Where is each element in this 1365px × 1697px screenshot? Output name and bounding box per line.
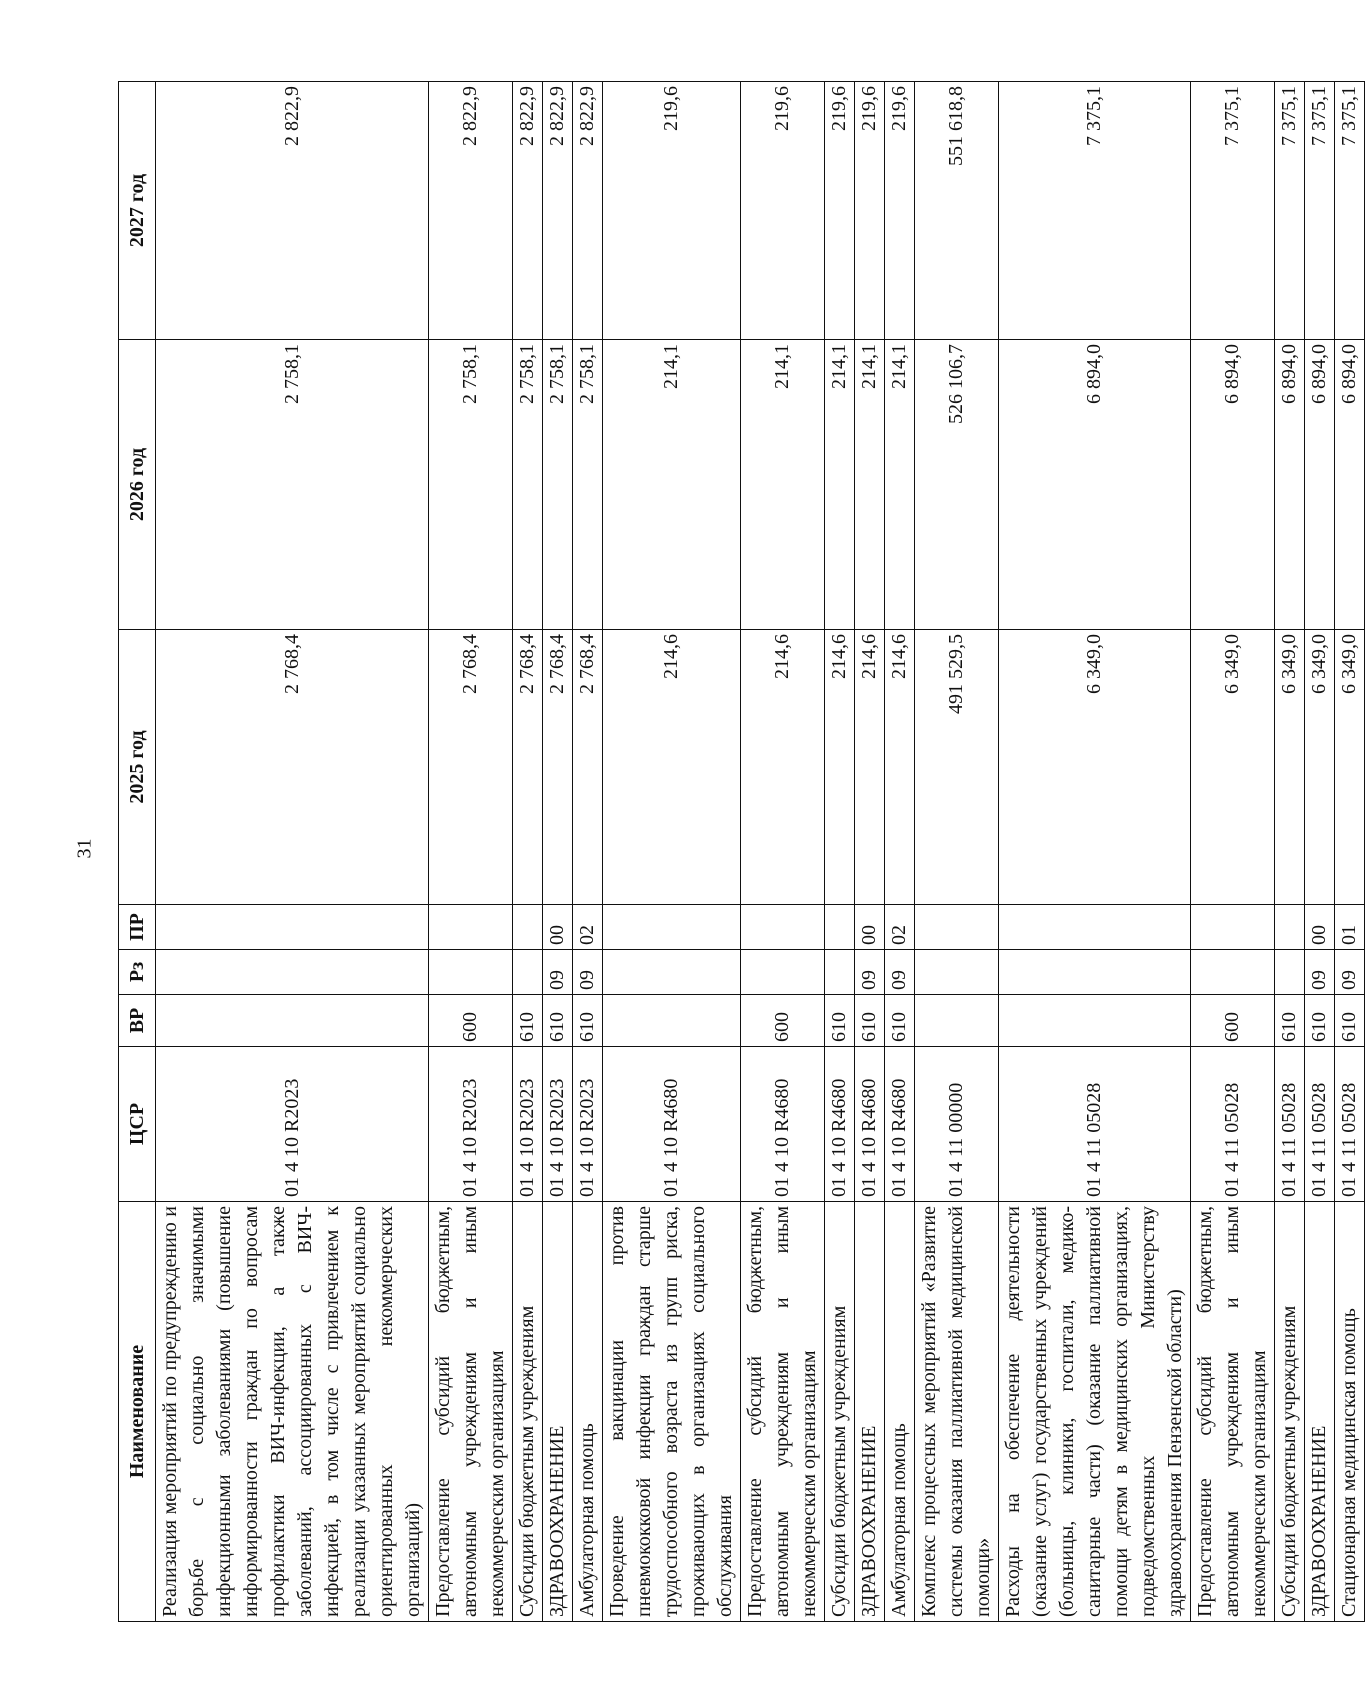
cell-2027: 219,6 — [825, 82, 855, 340]
cell-2026: 6 894,0 — [1335, 340, 1365, 630]
cell-rz: 09 — [573, 950, 603, 995]
table-row — [1275, 82, 1305, 1622]
cell-2027: 219,6 — [885, 82, 915, 340]
cell-pr — [915, 905, 999, 950]
cell-pr: 00 — [543, 905, 573, 950]
cell-csr: 01 4 10 R2023 — [573, 1047, 603, 1202]
cell-2026: 214,1 — [741, 340, 825, 630]
cell-csr: 01 4 10 R4680 — [855, 1047, 885, 1202]
cell-csr: 01 4 10 R2023 — [513, 1047, 543, 1202]
cell-2026: 2 758,1 — [429, 340, 513, 630]
cell-rz — [825, 950, 855, 995]
cell-vr: 610 — [1335, 995, 1365, 1047]
cell-vr: 610 — [513, 995, 543, 1047]
cell-2026: 214,1 — [603, 340, 741, 630]
header-2025: 2025 год — [119, 630, 156, 905]
cell-pr — [1191, 905, 1275, 950]
cell-name: Стационарная медицинская помощь — [1335, 1202, 1365, 1622]
cell-pr — [603, 905, 741, 950]
cell-rz — [156, 950, 429, 995]
cell-2025: 214,6 — [885, 630, 915, 905]
cell-name: Амбулаторная помощь — [885, 1202, 915, 1622]
cell-rz — [1275, 950, 1305, 995]
header-csr: ЦСР — [119, 1047, 156, 1202]
cell-name: Амбулаторная помощь — [573, 1202, 603, 1622]
cell-2026: 2 758,1 — [573, 340, 603, 630]
cell-2025: 2 768,4 — [573, 630, 603, 905]
cell-2026: 6 894,0 — [1305, 340, 1335, 630]
cell-2026: 6 894,0 — [999, 340, 1191, 630]
header-vr: ВР — [119, 995, 156, 1047]
cell-2025: 6 349,0 — [999, 630, 1191, 905]
cell-2027: 7 375,1 — [999, 82, 1191, 340]
cell-name: Субсидии бюджетным учреждениям — [825, 1202, 855, 1622]
cell-2026: 2 758,1 — [513, 340, 543, 630]
cell-2025: 214,6 — [603, 630, 741, 905]
cell-2025: 214,6 — [855, 630, 885, 905]
cell-pr — [156, 905, 429, 950]
cell-2026: 6 894,0 — [1191, 340, 1275, 630]
cell-vr: 600 — [429, 995, 513, 1047]
cell-vr: 600 — [741, 995, 825, 1047]
cell-csr: 01 4 11 05028 — [1335, 1047, 1365, 1202]
cell-name: Комплекс процессных мероприятий «Развитие системы оказания паллиативной медицинской помощи» — [915, 1202, 999, 1622]
cell-2027: 2 822,9 — [429, 82, 513, 340]
table-row — [855, 82, 885, 1622]
cell-name: ЗДРАВООХРАНЕНИЕ — [1305, 1202, 1335, 1622]
cell-pr — [429, 905, 513, 950]
cell-csr: 01 4 10 R2023 — [429, 1047, 513, 1202]
cell-vr — [156, 995, 429, 1047]
cell-2025: 6 349,0 — [1191, 630, 1275, 905]
cell-csr: 01 4 10 R2023 — [156, 1047, 429, 1202]
cell-vr — [999, 995, 1191, 1047]
cell-2027: 7 375,1 — [1191, 82, 1275, 340]
cell-2025: 6 349,0 — [1275, 630, 1305, 905]
cell-rz: 09 — [1335, 950, 1365, 995]
cell-pr: 00 — [855, 905, 885, 950]
table-row — [573, 82, 603, 1622]
table-row — [603, 82, 741, 1622]
cell-2025: 2 768,4 — [543, 630, 573, 905]
cell-name: ЗДРАВООХРАНЕНИЕ — [543, 1202, 573, 1622]
cell-name: Предоставление субсидий бюджетным, автономным учреждениям и иным некоммерческим организациям — [429, 1202, 513, 1622]
cell-2027: 219,6 — [855, 82, 885, 340]
table-row — [1191, 82, 1275, 1622]
cell-2027: 219,6 — [741, 82, 825, 340]
cell-rz — [513, 950, 543, 995]
cell-2026: 214,1 — [855, 340, 885, 630]
cell-name: ЗДРАВООХРАНЕНИЕ — [855, 1202, 885, 1622]
cell-pr: 02 — [885, 905, 915, 950]
cell-rz: 09 — [1305, 950, 1335, 995]
cell-csr: 01 4 11 05028 — [1275, 1047, 1305, 1202]
table-row — [156, 82, 429, 1622]
cell-vr: 600 — [1191, 995, 1275, 1047]
table-row — [825, 82, 855, 1622]
cell-pr — [825, 905, 855, 950]
cell-2027: 2 822,9 — [573, 82, 603, 340]
cell-vr: 610 — [1275, 995, 1305, 1047]
cell-rz — [429, 950, 513, 995]
cell-pr: 01 — [1335, 905, 1365, 950]
cell-csr: 01 4 11 00000 — [915, 1047, 999, 1202]
cell-csr: 01 4 11 05028 — [1305, 1047, 1335, 1202]
cell-vr — [603, 995, 741, 1047]
cell-name: Субсидии бюджетным учреждениям — [1275, 1202, 1305, 1622]
table-body — [156, 82, 1365, 1622]
cell-csr: 01 4 11 05028 — [999, 1047, 1191, 1202]
cell-vr: 610 — [885, 995, 915, 1047]
cell-2027: 7 375,1 — [1305, 82, 1335, 340]
cell-2026: 2 758,1 — [543, 340, 573, 630]
cell-2026: 526 106,7 — [915, 340, 999, 630]
table-row — [741, 82, 825, 1622]
table-row — [915, 82, 999, 1622]
cell-2027: 7 375,1 — [1335, 82, 1365, 340]
cell-name: Предоставление субсидий бюджетным, автономным учреждениям и иным некоммерческим организациям — [741, 1202, 825, 1622]
cell-csr: 01 4 10 R4680 — [603, 1047, 741, 1202]
cell-name: Реализация мероприятий по предупреждению и борьбе с социально значимыми инфекционными заболеваниями (повышение информированности граждан по вопросам профилактики ВИЧ-инфекции, а также заболеваний, ассоциированных с ВИЧ-инфекцией, в том числе с привлечением к реализации указанных мероприятий социально ориентированных некоммерческих организаций) — [156, 1202, 429, 1622]
header-name: Наименование — [119, 1202, 156, 1622]
cell-name: Предоставление субсидий бюджетным, автономным учреждениям и иным некоммерческим организациям — [1191, 1202, 1275, 1622]
cell-name: Субсидии бюджетным учреждениям — [513, 1202, 543, 1622]
table-row — [513, 82, 543, 1622]
cell-pr — [513, 905, 543, 950]
cell-2025: 6 349,0 — [1335, 630, 1365, 905]
cell-2027: 219,6 — [603, 82, 741, 340]
cell-2025: 2 768,4 — [156, 630, 429, 905]
budget-table — [118, 81, 1365, 1622]
cell-2027: 7 375,1 — [1275, 82, 1305, 340]
table-row — [429, 82, 513, 1622]
header-2027: 2027 год — [119, 82, 156, 340]
cell-rz: 09 — [885, 950, 915, 995]
cell-vr: 610 — [543, 995, 573, 1047]
cell-csr: 01 4 10 R4680 — [885, 1047, 915, 1202]
cell-rz — [1191, 950, 1275, 995]
cell-csr: 01 4 10 R4680 — [825, 1047, 855, 1202]
cell-vr — [915, 995, 999, 1047]
cell-pr — [1275, 905, 1305, 950]
cell-name: Расходы на обеспечение деятельности (оказание услуг) государственных учреждений (больницы, клиники, госпитали, медико-санитарные части) (оказание паллиативной помощи детям в медицинских организациях, подведомственных Министерству здравоохранения Пензенской области) — [999, 1202, 1191, 1622]
cell-vr: 610 — [573, 995, 603, 1047]
cell-csr: 01 4 11 05028 — [1191, 1047, 1275, 1202]
cell-2026: 214,1 — [825, 340, 855, 630]
table-row — [1305, 82, 1335, 1622]
cell-2026: 214,1 — [885, 340, 915, 630]
cell-pr: 00 — [1305, 905, 1335, 950]
cell-2026: 6 894,0 — [1275, 340, 1305, 630]
cell-2025: 214,6 — [741, 630, 825, 905]
cell-2025: 2 768,4 — [429, 630, 513, 905]
table-row — [999, 82, 1191, 1622]
cell-csr: 01 4 10 R4680 — [741, 1047, 825, 1202]
table-row — [1335, 82, 1365, 1622]
header-2026: 2026 год — [119, 340, 156, 630]
cell-2027: 2 822,9 — [156, 82, 429, 340]
table-header-row — [119, 82, 156, 1622]
cell-rz: 09 — [543, 950, 573, 995]
table-row — [885, 82, 915, 1622]
cell-vr: 610 — [855, 995, 885, 1047]
cell-2027: 2 822,9 — [513, 82, 543, 340]
cell-2027: 2 822,9 — [543, 82, 573, 340]
header-pr: ПР — [119, 905, 156, 950]
cell-pr — [999, 905, 1191, 950]
cell-2027: 551 618,8 — [915, 82, 999, 340]
cell-rz: 09 — [855, 950, 885, 995]
page-number: 31 — [73, 838, 96, 859]
cell-rz — [915, 950, 999, 995]
cell-vr: 610 — [1305, 995, 1335, 1047]
header-rz: Рз — [119, 950, 156, 995]
cell-pr — [741, 905, 825, 950]
cell-pr: 02 — [573, 905, 603, 950]
cell-2025: 491 529,5 — [915, 630, 999, 905]
rotated-table-container — [118, 82, 1360, 1622]
table-row — [543, 82, 573, 1622]
cell-2025: 2 768,4 — [513, 630, 543, 905]
cell-2025: 214,6 — [825, 630, 855, 905]
cell-name: Проведение вакцинации против пневмококковой инфекции граждан старше трудоспособного возраста из групп риска, проживающих в организациях социального обслуживания — [603, 1202, 741, 1622]
cell-2026: 2 758,1 — [156, 340, 429, 630]
cell-rz — [741, 950, 825, 995]
cell-2025: 6 349,0 — [1305, 630, 1335, 905]
cell-vr: 610 — [825, 995, 855, 1047]
cell-rz — [603, 950, 741, 995]
cell-csr: 01 4 10 R2023 — [543, 1047, 573, 1202]
cell-rz — [999, 950, 1191, 995]
